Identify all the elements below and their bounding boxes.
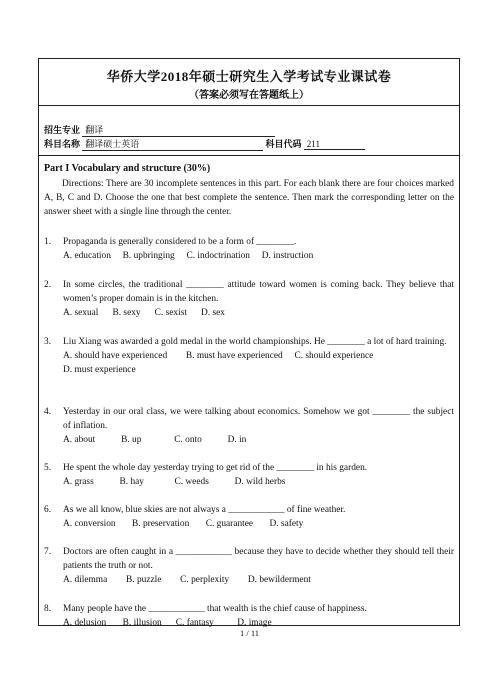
question-1	[44, 235, 454, 263]
question-number: 6.	[44, 505, 52, 515]
question-options	[63, 475, 454, 489]
question-options	[63, 433, 454, 447]
question-number: 7.	[44, 547, 52, 557]
option-c: C. perplexity	[180, 575, 230, 585]
option-d: D. bewilderment	[247, 575, 311, 585]
code-label: 科目代码	[265, 139, 302, 149]
question-options	[63, 249, 454, 263]
option-b: B. must have experienced	[185, 351, 283, 361]
option-a: A. should have experienced	[63, 351, 168, 361]
option-d: D. instruction	[261, 251, 314, 261]
option-d: D. safety	[269, 519, 304, 529]
option-c: C. guarantee	[205, 519, 254, 529]
option-a: A. sexual	[63, 308, 99, 318]
question-options	[63, 517, 454, 531]
option-a: A. delusion	[63, 618, 107, 628]
option-c: C. weeds	[174, 477, 209, 487]
option-d: D. image	[237, 618, 272, 628]
subject-label: 科目名称	[44, 139, 81, 149]
question-number: 1.	[44, 237, 52, 247]
question-number: 2.	[44, 280, 52, 290]
option-a: A. dilemma	[63, 575, 108, 585]
question-stem: As we all know, blue skies are not always a ____________ of fine weather.	[63, 505, 346, 515]
question-stem: Many people have the ____________ that wealth is the chief cause of happiness.	[63, 604, 367, 614]
exam-subtitle: （答案必须写在答题纸上）	[189, 90, 309, 101]
option-a: A. about	[63, 435, 96, 445]
question-options	[63, 573, 454, 587]
subject-value: 翻译硕士英语	[82, 137, 263, 151]
option-b: B. upbringing	[122, 251, 175, 261]
major-label: 招生专业	[44, 125, 81, 135]
option-c: C. sexist	[154, 308, 187, 318]
question-3	[44, 335, 454, 377]
exam-page-frame	[38, 58, 460, 626]
question-number: 3.	[44, 337, 52, 347]
question-8	[44, 602, 454, 630]
header-divider	[39, 105, 459, 106]
question-number: 4.	[44, 407, 52, 417]
option-a: A. grass	[63, 477, 94, 487]
major-value: 翻译	[82, 123, 275, 137]
option-b: B. preservation	[132, 519, 190, 529]
option-b: B. hay	[119, 477, 144, 487]
option-b: B. illusion	[122, 618, 162, 628]
question-stem: Liu Xiang was awarded a gold medal in the world championships. He ________ a lot of hard training.	[63, 337, 447, 347]
option-d: D. wild herbs	[234, 477, 286, 487]
option-c: C. onto	[174, 435, 202, 445]
exam-title: 华侨大学2018年硕士研究生入学考试专业课试卷	[106, 69, 392, 84]
option-c: C. indoctrination	[186, 251, 250, 261]
question-options-continued	[63, 363, 454, 377]
directions: Directions: There are 30 incomplete sentences in this part. For each blank there are four choices marked A, B, C and D. Choose the one that best complete the sentence. Then mark the corresponding letter on the answer sheet with a single line through the center.	[44, 179, 454, 217]
question-5	[44, 461, 454, 489]
option-a: A. education	[63, 251, 111, 261]
code-value: 211	[304, 139, 365, 150]
major-row	[44, 123, 275, 137]
question-number: 5.	[44, 463, 52, 473]
option-d: D. sex	[201, 308, 225, 318]
option-c: C. should experience	[294, 351, 374, 361]
question-options	[63, 349, 454, 363]
option-b: B. sexy	[112, 308, 141, 318]
option-b: B. up	[121, 435, 142, 445]
question-stem: Doctors are often caught in a ____________ because they have to decide whether they should tell their patients the truth or not.	[63, 547, 454, 571]
option-a: A. conversion	[63, 519, 116, 529]
question-6	[44, 503, 454, 531]
question-stem: He spent the whole day yesterday trying to get rid of the ________ in his garden.	[63, 463, 368, 473]
question-number: 8.	[44, 604, 52, 614]
question-stem: Yesterday in our oral class, we were talking about economics. Somehow we got ________ the subject of inflation.	[63, 407, 454, 431]
question-stem: In some circles, the traditional ________ attitude toward women is coming back. They believe that women’s proper domain is in the kitchen.	[63, 280, 454, 304]
page-number: 1 / 11	[239, 628, 260, 638]
option-d: D. must experience	[63, 365, 136, 375]
part-title: Part I Vocabulary and structure (30%)	[44, 163, 211, 174]
info-divider	[39, 155, 459, 156]
question-options	[63, 306, 454, 320]
option-b: B. puzzle	[126, 575, 162, 585]
question-2	[44, 278, 454, 320]
question-7	[44, 545, 454, 587]
subject-row	[44, 137, 365, 151]
question-stem: Propaganda is generally considered to be a form of ________.	[63, 237, 297, 247]
option-d: D. in	[227, 435, 247, 445]
question-4	[44, 405, 454, 447]
option-c: C. fantasy	[175, 618, 214, 628]
